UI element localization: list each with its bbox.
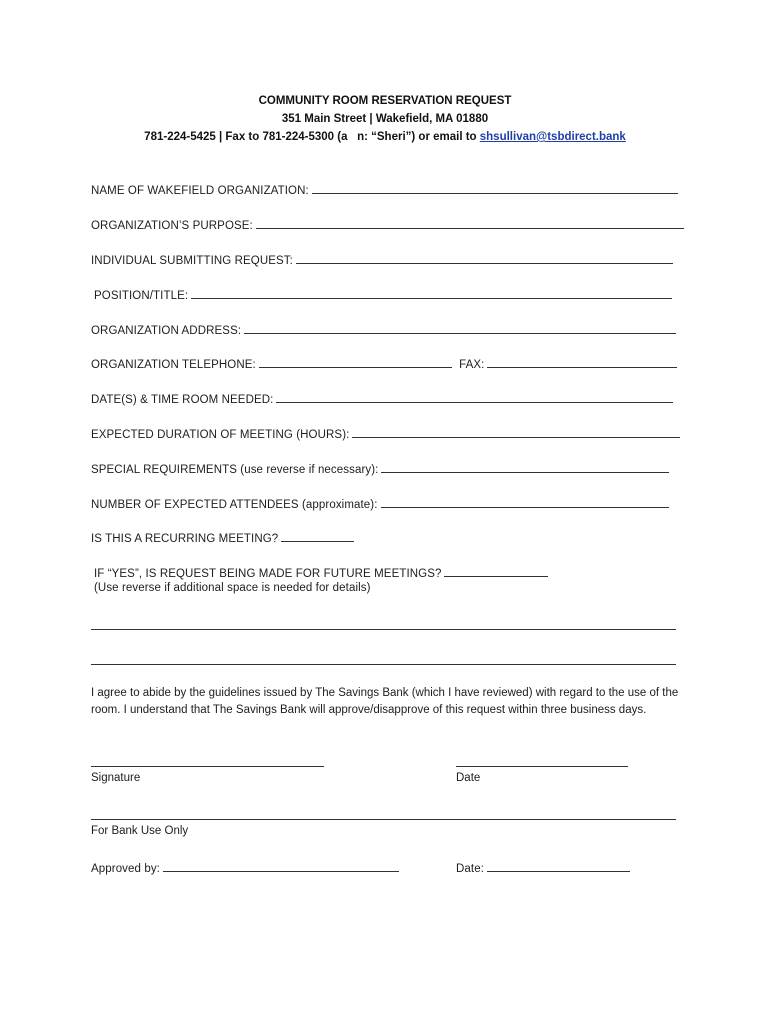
contact-line <box>0 131 770 143</box>
field-position-input[interactable] <box>191 287 672 299</box>
agreement-text: I agree to abide by the guidelines issued by The Savings Bank (which I have reviewed) with regard to the use of the room. I understand that The Savings Bank will approve/disapprove of this request within three business days. <box>91 687 679 716</box>
field-attendees-input[interactable] <box>381 496 669 508</box>
field-future <box>94 565 548 580</box>
field-address-input[interactable] <box>244 322 676 334</box>
field-dates <box>91 391 673 406</box>
field-individual-label: INDIVIDUAL SUBMITTING REQUEST: <box>91 255 293 267</box>
field-future-note: (Use reverse if additional space is needed for details) <box>94 582 371 594</box>
field-purpose-input[interactable] <box>256 217 684 229</box>
field-dates-label: DATE(S) & TIME ROOM NEEDED: <box>91 394 274 406</box>
field-recurring-label: IS THIS A RECURRING MEETING? <box>91 533 279 545</box>
bank-use-divider <box>91 819 676 820</box>
field-special-label: SPECIAL REQUIREMENTS (use reverse if necessary): <box>91 464 379 476</box>
field-individual-input[interactable] <box>296 252 673 264</box>
approval-date-label: Date: <box>456 863 484 875</box>
field-future-input[interactable] <box>444 565 548 577</box>
field-fax-input[interactable] <box>487 356 677 368</box>
field-dates-input[interactable] <box>276 391 673 403</box>
field-purpose-label: ORGANIZATION’S PURPOSE: <box>91 220 253 232</box>
field-address <box>91 322 676 337</box>
field-address-label: ORGANIZATION ADDRESS: <box>91 325 242 337</box>
field-recurring-input[interactable] <box>281 530 354 542</box>
date-line[interactable] <box>456 766 628 767</box>
field-org-name-label: NAME OF WAKEFIELD ORGANIZATION: <box>91 185 309 197</box>
details-line-1[interactable] <box>91 629 676 630</box>
field-position-label: POSITION/TITLE: <box>94 290 189 302</box>
bank-address: 351 Main Street | Wakefield, MA 01880 <box>281 113 489 125</box>
field-special <box>91 461 669 476</box>
approval-date-input[interactable] <box>487 860 630 872</box>
field-telephone <box>91 356 677 371</box>
signature-label: Signature <box>91 772 141 784</box>
field-purpose <box>91 217 684 232</box>
form-title: COMMUNITY ROOM RESERVATION REQUEST <box>258 95 512 107</box>
field-fax-label: FAX: <box>459 359 485 371</box>
approved-by-input[interactable] <box>163 860 399 872</box>
field-telephone-label: ORGANIZATION TELEPHONE: <box>91 359 256 371</box>
field-attendees <box>91 496 669 511</box>
field-duration-input[interactable] <box>352 426 680 438</box>
field-telephone-input[interactable] <box>259 356 452 368</box>
field-approval-date <box>456 860 630 875</box>
field-duration-label: EXPECTED DURATION OF MEETING (HOURS): <box>91 429 350 441</box>
field-approved-by <box>91 860 399 875</box>
field-position <box>94 287 672 302</box>
details-line-2[interactable] <box>91 664 676 665</box>
email-link[interactable]: shsullivan@tsbdirect.bank <box>479 131 626 143</box>
field-individual <box>91 252 673 267</box>
approved-by-label: Approved by: <box>91 863 160 875</box>
field-recurring <box>91 530 354 545</box>
field-duration <box>91 426 680 441</box>
field-org-name <box>91 182 678 197</box>
bank-use-heading: For Bank Use Only <box>91 825 189 837</box>
date-label: Date <box>456 772 481 784</box>
contact-text: 781-224-5425 | Fax to 781-224-5300 (a n: “Sheri”) or email to <box>144 131 480 143</box>
field-org-name-input[interactable] <box>312 182 678 194</box>
signature-line[interactable] <box>91 766 324 767</box>
field-future-label: IF “YES”, IS REQUEST BEING MADE FOR FUTURE MEETINGS? <box>94 568 442 580</box>
field-special-input[interactable] <box>381 461 669 473</box>
field-attendees-label: NUMBER OF EXPECTED ATTENDEES (approximate): <box>91 499 378 511</box>
